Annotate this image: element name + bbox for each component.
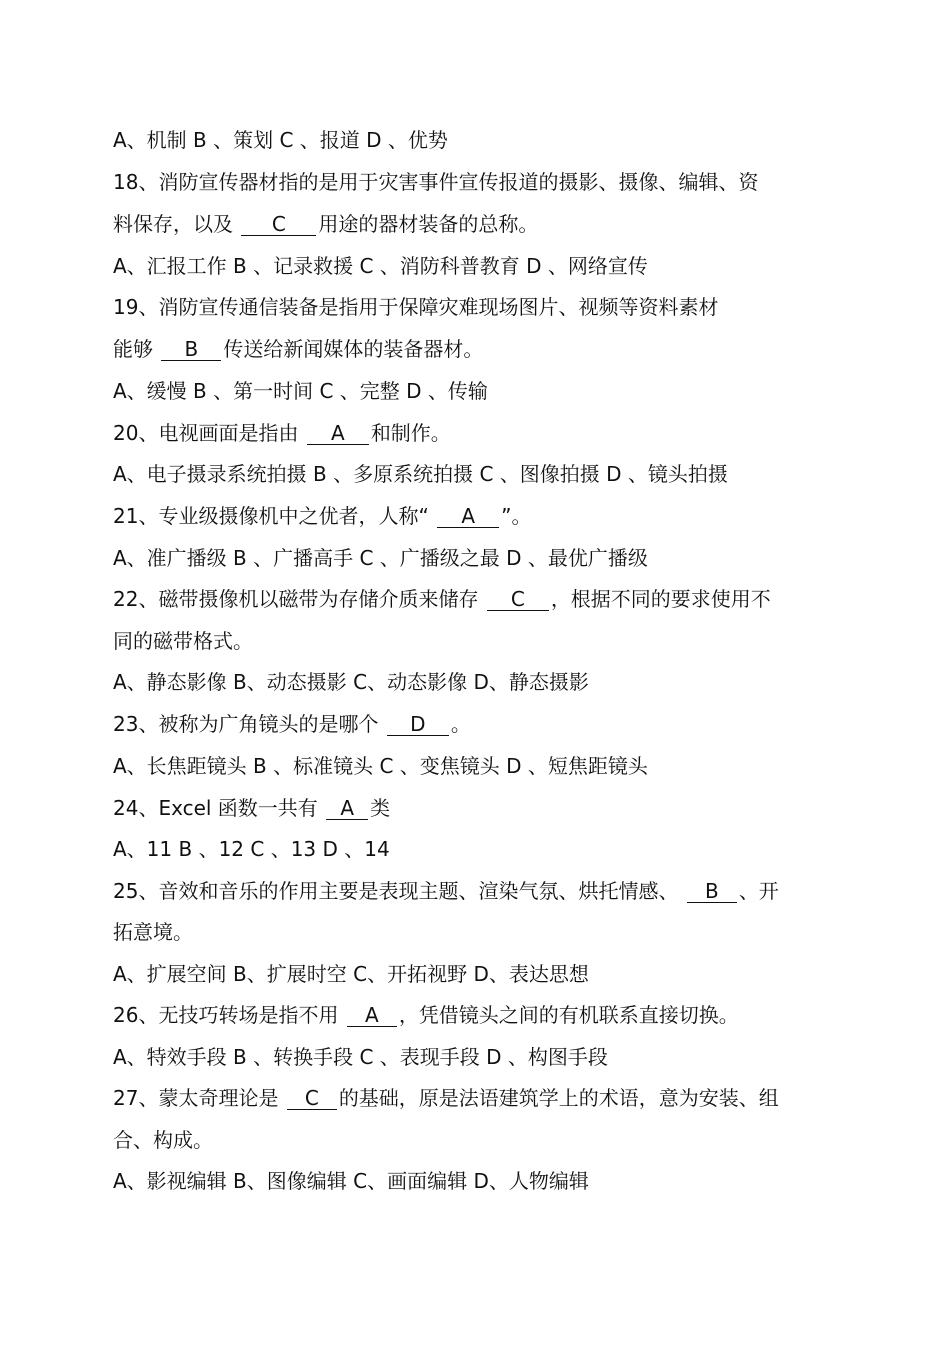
question-27-line-1 — [113, 1085, 779, 1111]
answer-blank: A — [326, 797, 368, 820]
answer-blank: C — [241, 213, 316, 236]
option-line-20 — [113, 461, 728, 487]
question-text: ”。 — [501, 504, 532, 528]
options-text: A、影视编辑 B、图像编辑 C、画面编辑 D、人物编辑 — [113, 1169, 589, 1193]
option-line-23 — [113, 753, 648, 779]
question-19-line-1 — [113, 294, 718, 320]
answer-blank: B — [687, 880, 737, 903]
question-text: 、开 — [738, 879, 779, 903]
option-line-25 — [113, 961, 589, 987]
answer-blank: C — [487, 588, 549, 611]
question-text: 和制作。 — [370, 421, 451, 445]
options-text: A、汇报工作 B 、记录救援 C 、消防科普教育 D 、网络宣传 — [113, 254, 648, 278]
options-text: A、静态影像 B、动态摄影 C、动态影像 D、静态摄影 — [113, 670, 589, 694]
question-text: ，凭借镜头之间的有机联系直接切换。 — [398, 1003, 739, 1027]
question-text: 22、磁带摄像机以磁带为存储介质来储存 — [113, 587, 485, 611]
question-25-line-1 — [113, 878, 779, 904]
question-text: 用途的器材装备的总称。 — [318, 212, 539, 236]
question-text: 。 — [450, 712, 471, 736]
question-26-line-1 — [113, 1002, 739, 1028]
option-line-26 — [113, 1044, 608, 1070]
question-text: 的基础，原是法语建筑学上的术语，意为安装、组 — [338, 1086, 779, 1110]
question-19-line-2 — [113, 336, 483, 362]
question-text: 同的磁带格式。 — [113, 629, 253, 653]
option-line-21 — [113, 545, 648, 571]
question-text: 19、消防宣传通信装备是指用于保障灾难现场图片、视频等资料素材 — [113, 295, 719, 319]
options-text: A、电子摄录系统拍摄 B 、多原系统拍摄 C 、图像拍摄 D 、镜头拍摄 — [113, 462, 728, 486]
answer-blank: A — [347, 1004, 397, 1027]
answer-blank: A — [307, 422, 369, 445]
question-20-line-1 — [113, 420, 451, 446]
option-line-19 — [113, 378, 488, 404]
options-text: A、缓慢 B 、第一时间 C 、完整 D 、传输 — [113, 379, 488, 403]
options-text: A、长焦距镜头 B 、标准镜头 C 、变焦镜头 D 、短焦距镜头 — [113, 754, 648, 778]
option-line-22 — [113, 669, 589, 695]
question-text: 拓意境。 — [113, 920, 193, 944]
question-text: 料保存，以及 — [113, 212, 240, 236]
options-text: A、机制 B 、策划 C 、报道 D 、优势 — [113, 128, 448, 152]
question-text: 传送给新闻媒体的装备器材。 — [223, 337, 484, 361]
question-22-line-2 — [113, 628, 253, 654]
question-text: 27、蒙太奇理论是 — [113, 1086, 285, 1110]
question-24-line-1 — [113, 795, 390, 821]
question-text: 23、被称为广角镜头的是哪个 — [113, 712, 385, 736]
question-23-line-1 — [113, 711, 471, 737]
answer-blank: A — [437, 505, 499, 528]
question-text: 26、无技巧转场是指不用 — [113, 1003, 345, 1027]
question-text: ，根据不同的要求使用不 — [550, 587, 771, 611]
question-27-line-2 — [113, 1127, 213, 1153]
question-18-line-1 — [113, 169, 758, 195]
question-text: 18、消防宣传器材指的是用于灾害事件宣传报道的摄影、摄像、编辑、资 — [113, 170, 759, 194]
question-21-line-1 — [113, 503, 532, 529]
question-text: 24、Excel 函数一共有 — [113, 796, 325, 820]
question-text: 类 — [370, 796, 391, 820]
question-text: 21、专业级摄像机中之优者，人称“ — [113, 504, 436, 528]
answer-blank: C — [287, 1087, 337, 1110]
options-text: A、扩展空间 B、扩展时空 C、开拓视野 D、表达思想 — [113, 962, 589, 986]
answer-blank: B — [161, 338, 221, 361]
option-line-18 — [113, 253, 648, 279]
option-line-17 — [113, 127, 448, 153]
question-text: 能够 — [113, 337, 160, 361]
question-22-line-1 — [113, 586, 771, 612]
option-line-27 — [113, 1168, 589, 1194]
question-18-line-2 — [113, 211, 538, 237]
options-text: A、特效手段 B 、转换手段 C 、表现手段 D 、构图手段 — [113, 1045, 608, 1069]
answer-blank: D — [387, 713, 449, 736]
question-25-line-2 — [113, 919, 193, 945]
options-text: A、11 B 、12 C 、13 D 、14 — [113, 837, 390, 861]
question-text: 20、电视画面是指由 — [113, 421, 305, 445]
question-text: 合、构成。 — [113, 1128, 213, 1152]
options-text: A、准广播级 B 、广播高手 C 、广播级之最 D 、最优广播级 — [113, 546, 648, 570]
question-text: 25、音效和音乐的作用主要是表现主题、渲染气氛、烘托情感、 — [113, 879, 685, 903]
option-line-24 — [113, 836, 390, 862]
